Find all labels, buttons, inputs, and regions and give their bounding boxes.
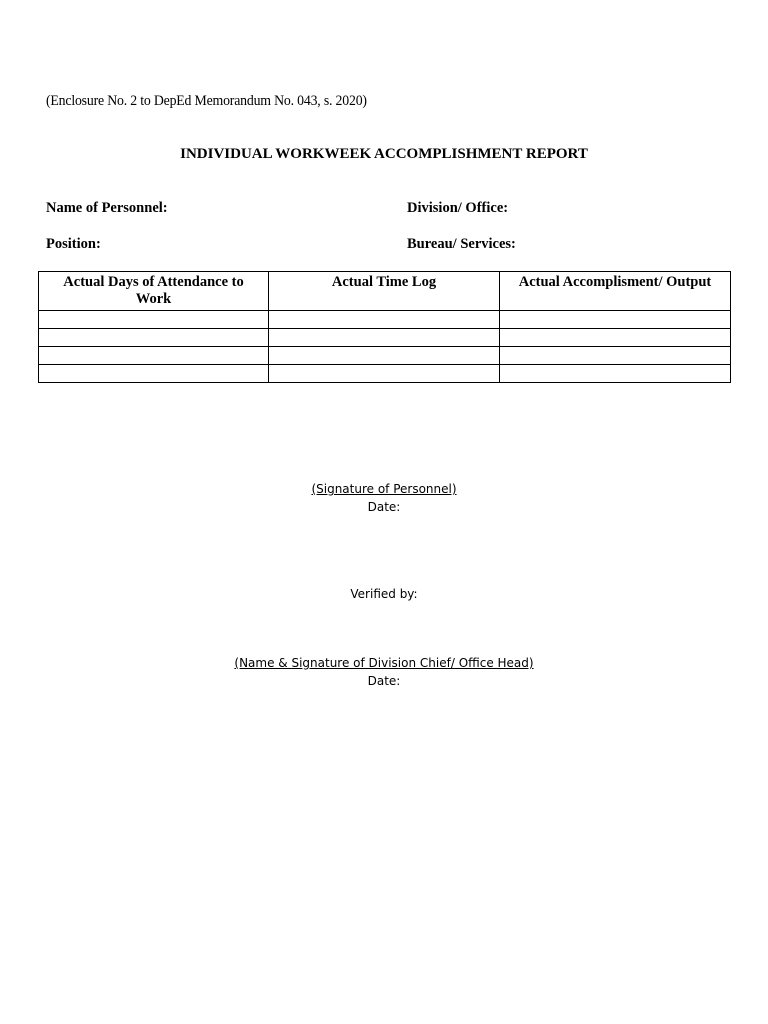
table-cell [39, 311, 269, 329]
report-title: INDIVIDUAL WORKWEEK ACCOMPLISHMENT REPORT [180, 146, 588, 162]
name-of-personnel-label: Name of Personnel: [46, 200, 168, 216]
header-time-log: Actual Time Log [269, 272, 500, 311]
table-row [39, 311, 731, 329]
enclosure-note: (Enclosure No. 2 to DepEd Memorandum No. 043, s. 2020) [46, 93, 367, 109]
table-row [39, 365, 731, 383]
position-label: Position: [46, 236, 101, 252]
table-cell [500, 311, 731, 329]
table-cell [39, 329, 269, 347]
table-cell [39, 347, 269, 365]
header-attendance-days: Actual Days of Attendance to Work [39, 272, 269, 311]
table-cell [500, 365, 731, 383]
table-cell [500, 329, 731, 347]
bureau-services-label: Bureau/ Services: [407, 236, 516, 252]
table-cell [269, 347, 500, 365]
table-row [39, 347, 731, 365]
table-cell [269, 311, 500, 329]
accomplishment-table [38, 271, 731, 383]
header-accomplishment-output: Actual Accomplisment/ Output [500, 272, 731, 311]
division-chief-signature-line: (Name & Signature of Division Chief/ Office Head) [234, 656, 534, 670]
table-row [39, 329, 731, 347]
personnel-date-label: Date: [367, 500, 401, 514]
table-cell [500, 347, 731, 365]
table-cell [269, 365, 500, 383]
division-office-label: Division/ Office: [407, 200, 509, 216]
verified-by-label: Verified by: [350, 587, 418, 601]
table-header-row [39, 272, 731, 311]
table-cell [39, 365, 269, 383]
division-chief-date-label: Date: [367, 674, 401, 688]
table-cell [269, 329, 500, 347]
personnel-signature-line: (Signature of Personnel) [311, 482, 457, 496]
